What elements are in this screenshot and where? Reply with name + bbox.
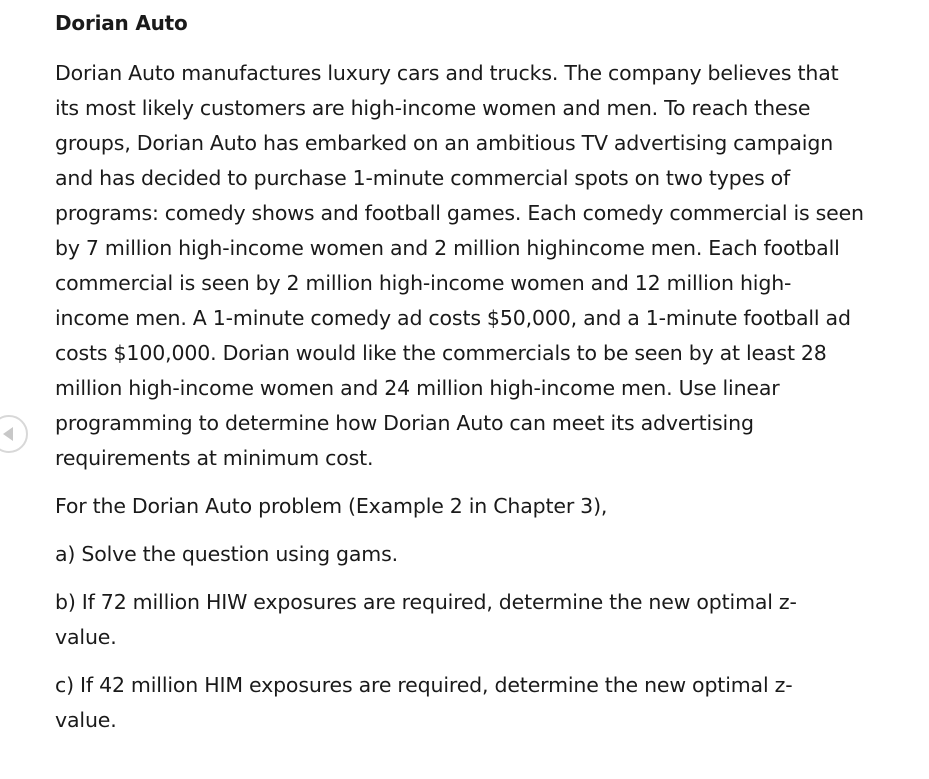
problem-line: income men. A 1-minute comedy ad costs $50,000, and a 1-minute football ad bbox=[55, 306, 851, 330]
question-part-c bbox=[55, 668, 915, 738]
document-body bbox=[55, 8, 915, 738]
problem-line: by 7 million high-income women and 2 million highincome men. Each football bbox=[55, 236, 840, 260]
problem-line: million high-income women and 24 million high-income men. Use linear bbox=[55, 376, 780, 400]
part-b-line: value. bbox=[55, 625, 117, 649]
left-arrow-icon bbox=[3, 427, 13, 441]
previous-page-button[interactable] bbox=[0, 415, 28, 453]
problem-line: groups, Dorian Auto has embarked on an ambitious TV advertising campaign bbox=[55, 131, 834, 155]
part-c-line: value. bbox=[55, 708, 117, 732]
problem-line: its most likely customers are high-income women and men. To reach these bbox=[55, 96, 811, 120]
problem-line: costs $100,000. Dorian would like the commercials to be seen by at least 28 bbox=[55, 341, 827, 365]
question-part-b bbox=[55, 585, 915, 655]
problem-statement bbox=[55, 56, 915, 476]
problem-line: requirements at minimum cost. bbox=[55, 446, 374, 470]
problem-line: programming to determine how Dorian Auto can meet its advertising bbox=[55, 411, 754, 435]
problem-line: programs: comedy shows and football games. Each comedy commercial is seen bbox=[55, 201, 864, 225]
problem-line: and has decided to purchase 1-minute commercial spots on two types of bbox=[55, 166, 791, 190]
question-part-a: a) Solve the question using gams. bbox=[55, 542, 399, 566]
question-intro: For the Dorian Auto problem (Example 2 in Chapter 3), bbox=[55, 494, 608, 518]
problem-line: commercial is seen by 2 million high-income women and 12 million high- bbox=[55, 271, 792, 295]
problem-line: Dorian Auto manufactures luxury cars and trucks. The company believes that bbox=[55, 61, 839, 85]
document-title: Dorian Auto bbox=[55, 11, 188, 35]
part-c-line: c) If 42 million HIM exposures are required, determine the new optimal z- bbox=[55, 673, 793, 697]
part-b-line: b) If 72 million HIW exposures are required, determine the new optimal z- bbox=[55, 590, 797, 614]
